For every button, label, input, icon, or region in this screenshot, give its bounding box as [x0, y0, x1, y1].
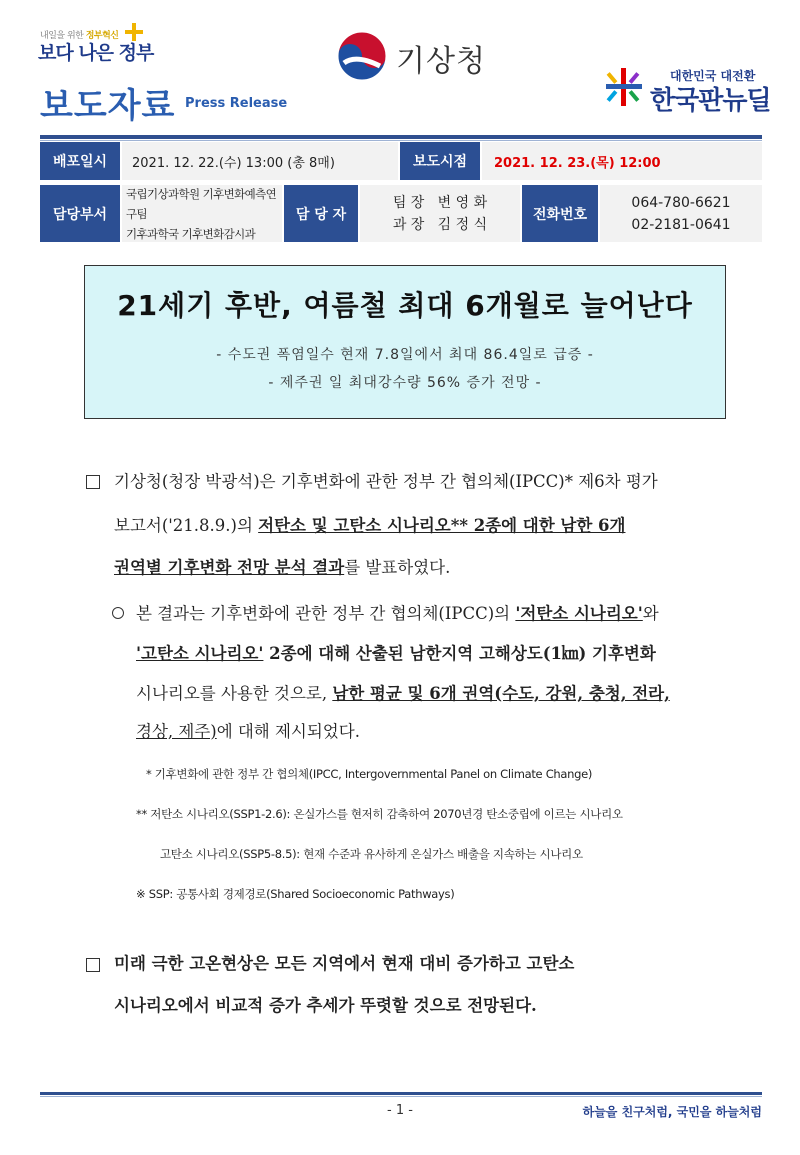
contact-line-2: 과 장 김 정 식 [392, 216, 488, 233]
embargo-label: 보도시점 [400, 142, 480, 180]
phone-line-1: 064-780-6621 [631, 194, 731, 211]
distribution-value: 2021. 12. 22.(수) 13:00 (총 8매) [122, 142, 398, 180]
contact-value [360, 185, 520, 242]
campaign-small: 대한민국 대전환 [670, 69, 756, 83]
press-release-title: 보도자료 [40, 86, 176, 126]
phone-value [600, 185, 762, 242]
footnote-2: ** 저탄소 시나리오(SSP1-2.6): 온실가스를 현저히 감축하여 2070년경 탄소중립에 이르는 시나리오 [136, 807, 623, 821]
headline-title: 21세기 후반, 여름철 최대 6개월로 늘어난다 [117, 289, 693, 322]
footer-motto: 하늘을 친구처럼, 국민을 하늘처럼 [582, 1105, 762, 1119]
agency-name: 기상청 [396, 44, 486, 79]
footnote-4: ※ SSP: 공통사회 경제경로(Shared Socioeconomic Pathways) [136, 887, 455, 901]
dept-line-2: 기후과학국 기후변화감시과 [126, 226, 256, 241]
footnote-3: 고탄소 시나리오(SSP5-8.5): 현재 수준과 유사하게 온실가스 배출을 지속하는 시나리오 [160, 847, 583, 861]
dept-line-1: 국립기상과학원 기후변화예측연구팀 [126, 186, 277, 221]
paragraph-1-line-3: 권역별 기후변화 전망 분석 결과를 발표하였다. [114, 558, 451, 577]
campaign-main: 한국판뉴딜 [650, 86, 771, 116]
footnote-1: * 기후변화에 관한 정부 간 협의체(IPCC, Intergovernmental Panel on Climate Change) [146, 767, 593, 781]
footer-divider-thin [40, 1096, 762, 1097]
header-divider-thin [40, 140, 762, 141]
contact-line-1: 팀 장 변 영 화 [392, 194, 488, 211]
paragraph-2-line-2: '고탄소 시나리오' 2종에 대해 산출된 남한지역 고해상도(1㎞) 기후변화 [136, 644, 656, 663]
square-bullet-icon [86, 958, 100, 972]
slogan-main: 보다 나은 정부 [38, 42, 154, 64]
paragraph-3-line-2: 시나리오에서 비교적 증가 추세가 뚜렷할 것으로 전망된다. [114, 996, 537, 1015]
paragraph-1-line-1: 기상청(청장 박광석)은 기후변화에 관한 정부 간 협의체(IPCC)* 제6차 평가 [114, 472, 658, 491]
paragraph-1-line-2: 보고서('21.8.9.)의 저탄소 및 고탄소 시나리오** 2종에 대한 남한 6개 [114, 516, 626, 535]
slogan-small: 내일을 위한 정부혁신 [40, 31, 119, 41]
phone-label: 전화번호 [522, 185, 598, 242]
paragraph-2-line-1: 본 결과는 기후변화에 관한 정부 간 협의체(IPCC)의 '저탄소 시나리오'와 [136, 604, 659, 623]
phone-line-2: 02-2181-0641 [631, 216, 731, 233]
contact-label: 담 당 자 [284, 185, 358, 242]
dept-label: 담당부서 [40, 185, 120, 242]
new-deal-logo-icon [604, 66, 644, 108]
distribution-label: 배포일시 [40, 142, 120, 180]
press-release-subtitle: Press Release [185, 96, 288, 111]
square-bullet-icon [86, 475, 100, 489]
headline-subtitle-2: - 제주권 일 최대강수량 56% 증가 전망 - [268, 375, 542, 391]
page-number: - 1 - [387, 1103, 413, 1118]
paragraph-2-line-4: 경상, 제주)에 대해 제시되었다. [136, 722, 360, 741]
header-divider [40, 135, 762, 139]
headline-subtitle-1: - 수도권 폭염일수 현재 7.8일에서 최대 86.4일로 급증 - [216, 347, 594, 363]
plus-icon [124, 22, 144, 42]
footer-divider [40, 1092, 762, 1095]
taegeuk-logo-icon [336, 30, 388, 82]
dept-value [122, 185, 282, 242]
paragraph-2-line-3: 시나리오를 사용한 것으로, 남한 평균 및 6개 권역(수도, 강원, 충청, 전라, [136, 684, 670, 703]
paragraph-3-line-1: 미래 극한 고온현상은 모든 지역에서 현재 대비 증가하고 고탄소 [114, 954, 575, 973]
circle-bullet-icon [112, 607, 124, 619]
embargo-value: 2021. 12. 23.(목) 12:00 [482, 142, 762, 180]
